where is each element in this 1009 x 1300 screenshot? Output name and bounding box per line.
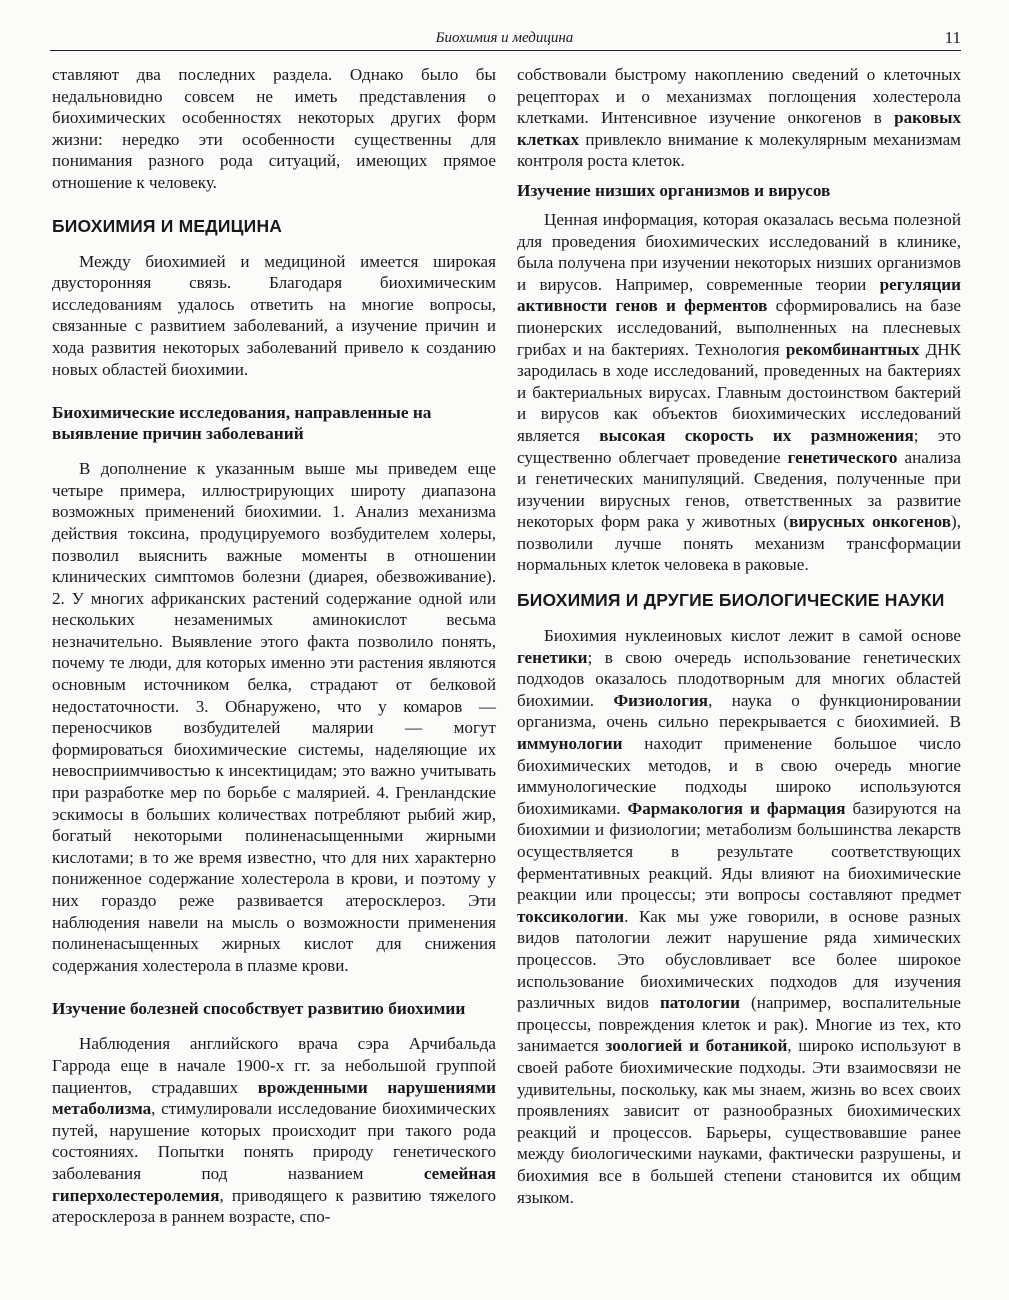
term-pharmacology: Фармакология и фармация: [627, 798, 846, 818]
term-gene-regulation: регуляции активности генов и ферментов: [517, 274, 961, 316]
term-cancer-cells: раковых клетках: [517, 108, 961, 149]
term-reproduction-rate: высокая скорость их размножения: [599, 425, 914, 445]
other-sciences-paragraph: Биохимия нуклеиновых кислот лежит в самой основе генетики; в свою очередь использование генетических подходов оказалось плодотворным для многих областей биохимии. Физиология, наука о функционировании организма, очень сильно перекрывается с биохимией. В иммунологии находит применение большое число биохимических методов, и в свою очередь многие иммунологические подходы широко используются биохимиками. Фармакология и фармация базируются на биохимии и физиологии; метаболизм большинства лекарств осуществляется в результате соответствующих ферментативных реакций. Яды влияют на биохимические реакции или процессы; эти вопросы составляют предмет токсикологии. Как мы уже говорили, в основе разных видов патологии лежит нарушение ряда химических процессов. Это обусловливает все более широкое использование биохимических подходов для изучения различных видов патологии (например, воспалительные процессы, повреждения клеток и рак). Многие из тех, кто занимается зоологией и ботаникой, широко используют в своей работе биохимические подходы. Эти взаимосвязи не удивительны, поскольку, как мы знаем, жизнь во всех своих проявлениях зависит от разнообразных биохимических реакций и процессов. Барьеры, существовавшие ранее между биологическими науками, фактически разрушены, и биохимия все в большей степени становится их общим языком.: [517, 626, 961, 1207]
lower-organisms-paragraph: Ценная информация, которая оказалась весьма полезной для проведения биохимических исследований в клинике, была получена при изучении некоторых низших организмов и вирусов. Например, современные теории регуляции активности генов и ферментов сформировались на базе пионерских исследований, выполненных на плесневых грибах и на бактериях. Технология рекомбинантных ДНК зародилась в ходе исследований, проведенных на бактериях и бактериальных вирусах. Главным достоинством бактерий и вирусов как объектов биохимических исследований является высокая скорость их размножения; это существенно облегчает проведение генетического анализа и генетических манипуляций. Сведения, полученные при изучении вирусных генов, ответственных за развитие некоторых форм рака у животных (вирусных онкогенов), позволили лучше понять механизм трансформации нормальных клеток человека в раковые.: [517, 209, 961, 575]
biochem-medicine-paragraph: Между биохимией и медициной имеется широкая двусторонняя связь. Благодаря биохимическим исследованиям удалось ответить на многие вопросы, связанные с развитием заболеваний, а изучение причин и хода развития некоторых заболеваний привело к созданию новых областей биохимии.: [52, 251, 496, 379]
term-pathology: патологии: [659, 993, 740, 1013]
left-column: [52, 64, 496, 1228]
page-header: [0, 24, 1009, 48]
page-number: 11: [944, 28, 961, 47]
running-title: Биохимия и медицина: [435, 30, 574, 46]
disease-study-paragraph: Наблюдения английского врача сэра Арчибальда Гаррода еще в начале 1900-х гг. за небольшой группой пациентов, страдавших врожденными нарушениями метаболизма, стимулировали исследование биохимических путей, нарушение которых происходит при такого рода состояниях. Попытки понять природу генетического заболевания под названием семейная гиперхолестеролемия, приводящего к развитию тяжелого атеросклероза в раннем возрасте, спо-: [52, 1034, 496, 1227]
section-heading-biochem-medicine: БИОХИМИЯ И МЕДИЦИНА: [52, 215, 283, 236]
term-familial-hypercholesterolemia: семейная гиперхолестеролемия: [52, 1163, 496, 1205]
subheading-disease-study: Изучение болезней способствует развитию биохимии: [52, 999, 466, 1019]
header-rule: [50, 50, 961, 51]
term-zoology-botany: зоологией и ботаникой: [605, 1036, 788, 1056]
continued-paragraph: собствовали быстрому накоплению сведений о клеточных рецепторах и о механизмах поглощения холестерола клетками. Интенсивное изучение онкогенов в раковых клетках привлекло внимание к молекулярным механизмам контроля роста клеток.: [517, 65, 961, 171]
disease-research-paragraph: В дополнение к указанным выше мы приведем еще четыре примера, иллюстрирующих широту диапазона возможных применений биохимии. 1. Анализ механизма действия токсина, продуцируемого возбудителем холеры, позволил выяснить важные моменты в отношении клинических симптомов болезни (диарея, обезвоживание). 2. У многих африканских растений содержание одной или нескольких незаменимых аминокислот весьма незначительно. Выявление этого факта позволило понять, почему те люди, для которых именно эти растения являются основным источником белка, страдают от белковой недостаточности. 3. Обнаружено, что у комаров — переносчиков возбудителей малярии — могут формироваться биохимические системы, наделяющие их невосприимчивостью к инсектицидам; это важно учитывать при разработке мер по борьбе с малярией. 4. Гренландские эскимосы в больших количествах потребляют рыбий жир, богатый некоторыми полиненасыщенными жирными кислотами; в то же время известно, что для них характерно пониженное содержание холестерола в крови, и поэтому у них гораздо реже развивается атеросклероз. Эти наблюдения навели на мысль о возможности применения полиненасыщенных жирных кислот для снижения содержания холестерола в плазме крови.: [52, 459, 496, 975]
term-genetic: генетического: [787, 447, 898, 467]
right-column: [517, 64, 961, 1208]
term-genetics: генетики: [517, 647, 588, 667]
intro-paragraph: ставляют два последних раздела. Однако было бы недальновидно совсем не иметь представления о биохимических особенностях некоторых других форм жизни: нередко эти особенности существенны для понимания разного рода ситуаций, имеющих прямое отношение к человеку.: [52, 65, 496, 192]
subheading-lower-organisms: Изучение низших организмов и вирусов: [517, 180, 831, 200]
term-inborn-errors: врожденными нарушениями метаболизма: [52, 1077, 496, 1119]
term-recombinant: рекомбинантных: [785, 339, 920, 359]
term-toxicology: токсикологии: [517, 906, 625, 926]
term-viral-oncogenes: вирусных онкогенов: [789, 512, 952, 532]
subheading-disease-research: Биохимические исследования, направленные на выявление причин заболеваний: [52, 403, 432, 444]
term-immunology: иммунологии: [517, 734, 623, 754]
section-heading-other-sciences: БИОХИМИЯ И ДРУГИЕ БИОЛОГИЧЕСКИЕ НАУКИ: [517, 590, 945, 611]
term-physiology: Физиология: [613, 690, 709, 710]
